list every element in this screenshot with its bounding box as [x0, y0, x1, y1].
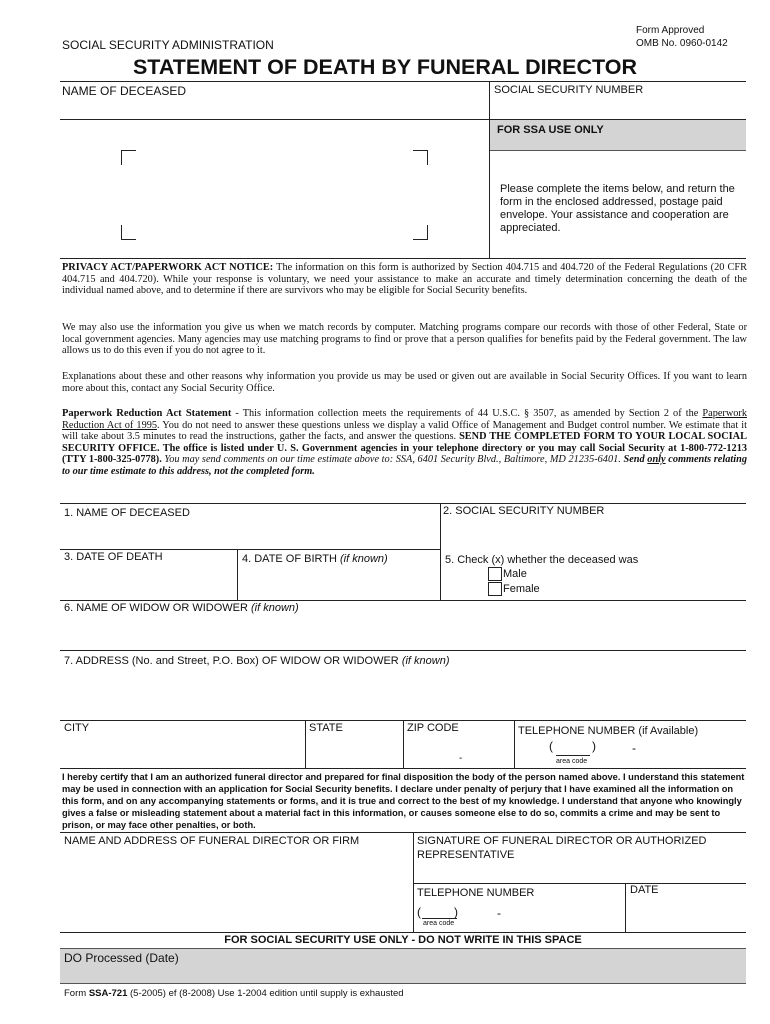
area-code-input[interactable] — [556, 740, 590, 756]
paperwork-send-rest: comments relating to our time estimate to this address, not the completed form. — [62, 454, 747, 477]
director-tel-dash: - — [497, 906, 501, 920]
privacy-notice — [62, 262, 747, 297]
director-name-address-input[interactable] — [62, 850, 410, 928]
window-corner-tr — [413, 150, 428, 165]
director-name-address-label: NAME AND ADDRESS OF FUNERAL DIRECTOR OR FIRM — [64, 835, 360, 847]
tel-open-paren: ( — [549, 739, 553, 753]
paperwork-text-1: - This information collection meets the requirements of 44 U.S.C. § 3507, as amended by Section 2 of the — [235, 408, 699, 419]
area-code-caption: area code — [556, 758, 588, 765]
widow-name-input[interactable] — [62, 617, 742, 647]
paperwork-statement — [62, 408, 747, 478]
field-4-note: (if known) — [340, 553, 388, 565]
signature-input[interactable] — [415, 864, 745, 882]
field-4-text: 4. DATE OF BIRTH — [242, 553, 337, 565]
field-6-text: 6. NAME OF WIDOW OR WIDOWER — [64, 602, 248, 614]
state-input[interactable] — [307, 736, 401, 766]
paperwork-send-instructions: SEND THE COMPLETED FORM TO YOUR LOCAL SOCIAL SECURITY OFFICE. The office is listed under U. S. Government agencies in your telephone directory or you may call Social Security at 1-800-772-1213 (TTY 1-800-325-0778). — [62, 431, 747, 466]
director-tel-close-paren: ) — [454, 905, 458, 919]
field-7-text: 7. ADDRESS (No. and Street, P.O. Box) OF WIDOW OR WIDOWER — [64, 655, 399, 667]
ssa-only-banner: FOR SOCIAL SECURITY USE ONLY - DO NOT WRITE IN THIS SPACE — [224, 934, 582, 946]
director-telephone-input[interactable] — [465, 904, 620, 920]
male-label: Male — [503, 567, 527, 580]
field-4-label — [242, 553, 388, 565]
date-of-death-input[interactable] — [62, 566, 234, 596]
field-7-label — [64, 655, 450, 667]
top-name-of-deceased-label: NAME OF DECEASED — [62, 84, 187, 98]
tel-close-paren: ) — [592, 739, 596, 753]
form-approved: Form Approved — [636, 25, 705, 36]
city-input[interactable] — [62, 736, 302, 766]
paperwork-only: only — [647, 454, 666, 466]
director-date-input[interactable] — [628, 899, 744, 929]
zip-dash: - — [459, 753, 463, 764]
paperwork-act-link: Paperwork Reduction Act of 1995 — [62, 408, 747, 431]
field-3-label: 3. DATE OF DEATH — [64, 551, 163, 563]
field-1-label: 1. NAME OF DECEASED — [64, 507, 190, 519]
privacy-heading: PRIVACY ACT/PAPERWORK ACT NOTICE: — [62, 262, 274, 273]
female-checkbox[interactable] — [488, 582, 502, 596]
tel-dash: - — [632, 741, 636, 755]
privacy-paragraph-3: Explanations about these and other reasons why information you provide us may be used or given out are available in Social Security Offices. If you want to learn more about this, contact any Social Security Office. — [62, 371, 747, 394]
widow-address-input[interactable] — [62, 670, 742, 716]
paperwork-send: Send — [623, 454, 645, 466]
director-area-code-input[interactable] — [422, 905, 457, 919]
top-instructions: Please complete the items below, and return the form in the enclosed addressed, postage paid envelope. Your assistance and cooperation are appreciated. — [500, 183, 735, 234]
field-2-label: 2. SOCIAL SECURITY NUMBER — [443, 505, 605, 517]
omb-number: OMB No. 0960-0142 — [636, 38, 728, 49]
date-of-birth-input[interactable] — [240, 568, 436, 596]
form-prefix: Form — [64, 988, 87, 999]
paperwork-text-2: . You do not need to answer these questions unless we display a valid Office of Management and Budget control number. We estimate that it will take about 3.5 minutes to read the instructions, gather the facts, and answer the questions. — [62, 419, 747, 443]
director-date-label: DATE — [630, 884, 659, 896]
zip-input[interactable] — [405, 736, 511, 766]
form-number — [64, 988, 404, 999]
certification-statement: I hereby certify that I am an authorized funeral director and prepared for final disposition the body of the person named above. I understand this statement may be used in connection with an application for Social Security benefits. I declare under penalty of perjury that I have examined all the information on this form, and on any accompanying statements or forms, and it is true and correct to the best of my knowledge. I understand that anyone who knowingly gives a false or misleading statement about a material fact in this information, or causes someone else to do so, commits a crime and may be sent to prison, or may face other penalties, or both. — [62, 772, 745, 830]
field-6-note: (if known) — [251, 602, 299, 614]
ssn-input[interactable] — [443, 519, 743, 547]
field-7-note: (if known) — [401, 655, 450, 667]
telephone-input[interactable] — [600, 740, 740, 756]
field-5-label: 5. Check (x) whether the deceased was — [445, 554, 639, 566]
director-telephone-label: TELEPHONE NUMBER — [417, 887, 535, 899]
female-option[interactable] — [488, 582, 540, 596]
ssa-use-only-label: FOR SSA USE ONLY — [497, 124, 604, 136]
paperwork-heading: Paperwork Reduction Act Statement — [62, 408, 232, 419]
male-checkbox[interactable] — [488, 567, 502, 581]
paperwork-comments: You may send comments on our time estimate above to: SSA, 6401 Security Blvd., Baltimore, MD 21235-6401. — [164, 454, 621, 466]
signature-label: SIGNATURE OF FUNERAL DIRECTOR OR AUTHORIZED REPRESENTATIVE — [417, 835, 707, 861]
privacy-paragraph-2: We may also use the information you give us when we match records by computer. Matching programs compare our records with those of other Federal, State or local government agencies. Many agencies may use matching programs to find or prove that a person qualifies for benefits paid by the Federal government. The law allows us to do this even if you do not agree to it. — [62, 322, 747, 357]
address-window[interactable] — [125, 155, 415, 235]
male-option[interactable] — [488, 567, 527, 581]
page-title: STATEMENT OF DEATH BY FUNERAL DIRECTOR — [132, 55, 638, 79]
window-corner-br — [413, 225, 428, 240]
agency-name: SOCIAL SECURITY ADMINISTRATION — [62, 38, 274, 52]
zip-label: ZIP CODE — [407, 722, 459, 734]
director-tel-open-paren: ( — [417, 905, 421, 919]
top-ssn-input[interactable] — [490, 98, 745, 118]
form-id: SSA-721 — [88, 988, 128, 999]
director-area-code-caption: area code — [423, 920, 455, 927]
field-6-label — [64, 602, 299, 614]
female-label: Female — [503, 582, 540, 595]
do-processed-label: DO Processed (Date) — [64, 951, 179, 965]
state-label: STATE — [309, 722, 343, 734]
top-ssn-label: SOCIAL SECURITY NUMBER — [494, 84, 644, 96]
name-of-deceased-input[interactable] — [62, 521, 437, 547]
form-edition: (5-2005) ef (8-2008) Use 1-2004 edition until supply is exhausted — [130, 988, 404, 999]
city-label: CITY — [64, 722, 90, 734]
privacy-text: The information on this form is authorized by Section 404.715 and 404.720 of the Federal Regulations (20 CFR 404.715 and 404.720). While your response is voluntary, we need your assistance to make an accurate and timely determination concerning the death of the individual named above, and to determine if there are survivors who may be eligible for Social Security benefits. — [62, 262, 747, 297]
telephone-label: TELEPHONE NUMBER (if Available) — [518, 725, 699, 737]
